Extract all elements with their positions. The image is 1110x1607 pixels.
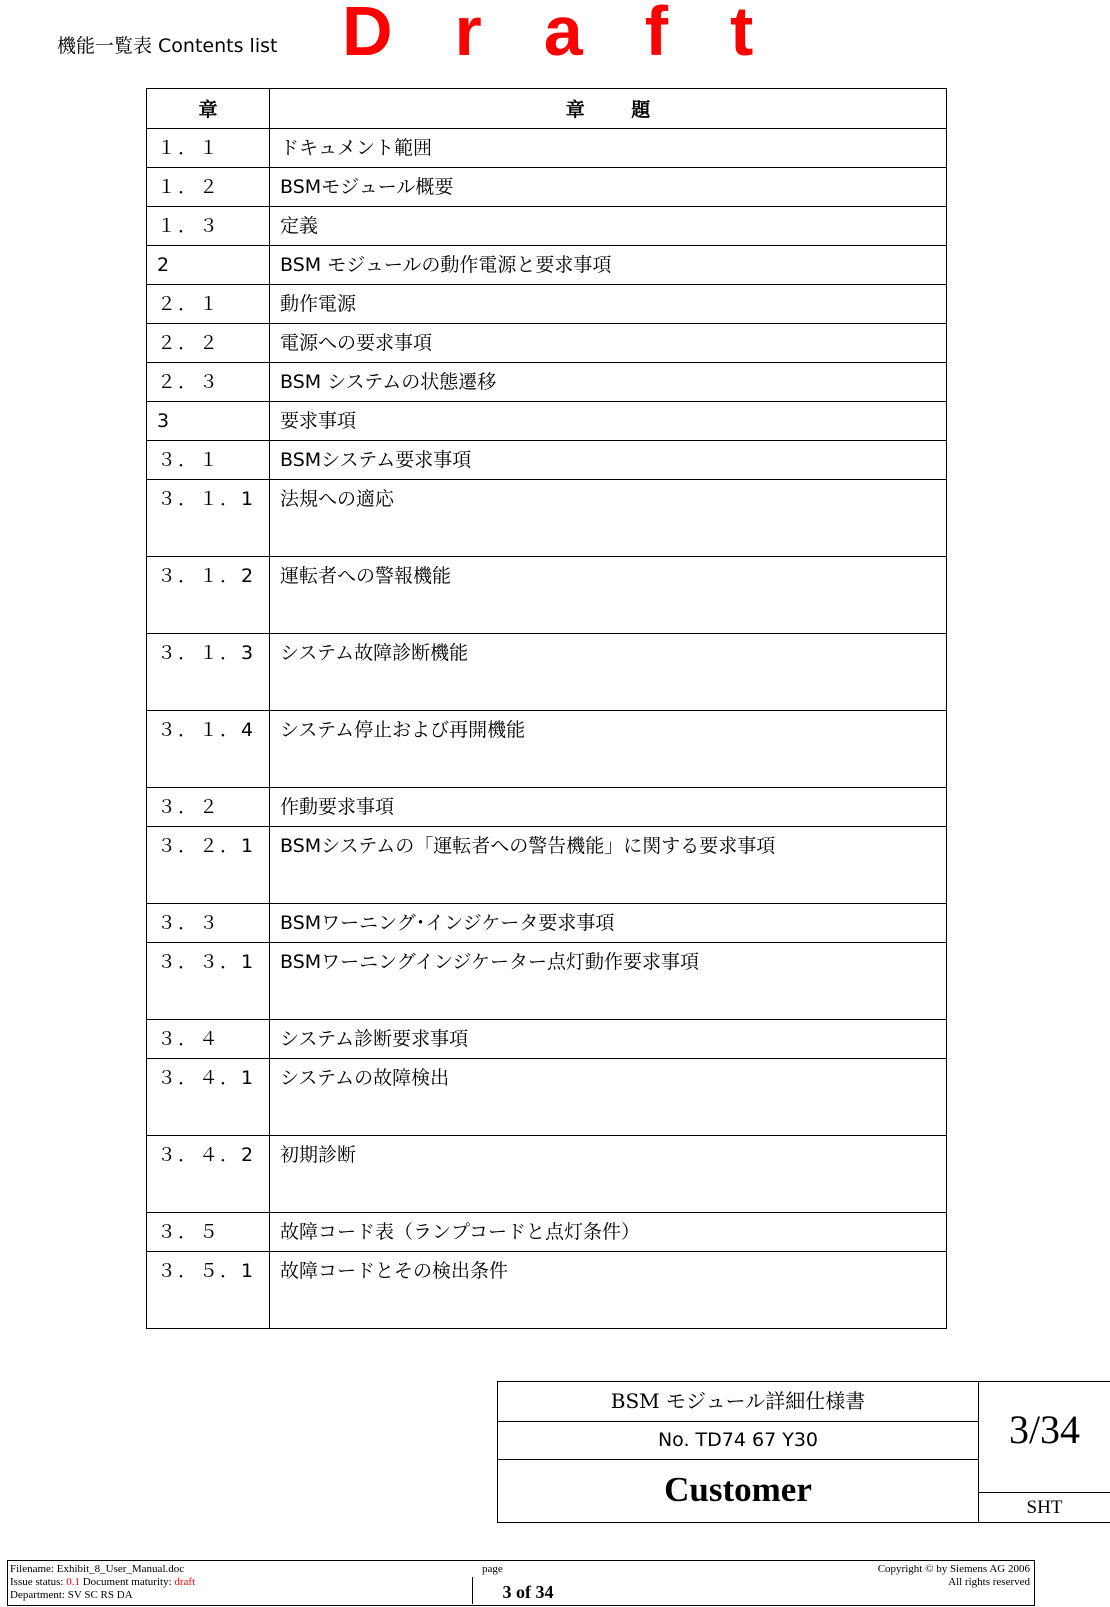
chapter-number: ３．１．4 (147, 711, 270, 788)
chapter-number: ３．１．2 (147, 557, 270, 634)
table-row (147, 557, 947, 634)
chapter-number: ３．３．1 (147, 943, 270, 1020)
issue-status-value: 0.1 (66, 1576, 80, 1588)
chapter-title: BSM モジュールの動作電源と要求事項 (270, 246, 947, 285)
chapter-number: ３．４ (147, 1020, 270, 1059)
chapter-number: ３．４．2 (147, 1136, 270, 1213)
table-row (147, 711, 947, 788)
footer-right (878, 1563, 1030, 1589)
contents-table (146, 88, 947, 1329)
table-row (147, 441, 947, 480)
table-row (147, 129, 947, 168)
column-header-title: 章 題 (270, 89, 947, 129)
sheet-label: SHT (1026, 1497, 1063, 1518)
sheet-page-number: 3/34 (979, 1382, 1110, 1493)
table-row (147, 480, 947, 557)
chapter-title: 定義 (270, 207, 947, 246)
contents-table-body (147, 129, 947, 1329)
footer-left (10, 1563, 195, 1602)
footer-copyright: Copyright © by Siemens AG 2006 (877, 1563, 1030, 1575)
customer-label: Customer (664, 1470, 812, 1509)
maturity-label: Document maturity: (82, 1576, 172, 1588)
chapter-number: １．３ (147, 207, 270, 246)
chapter-title: ドキュメント範囲 (270, 129, 947, 168)
chapter-title: 作動要求事項 (270, 788, 947, 827)
chapter-number: ２．３ (147, 363, 270, 402)
table-row (147, 904, 947, 943)
table-row (147, 788, 947, 827)
draft-watermark: Draft (342, 0, 816, 70)
chapter-title: 要求事項 (270, 402, 947, 441)
title-block-left (498, 1382, 979, 1522)
table-row (147, 246, 947, 285)
footer-issue-status (10, 1576, 195, 1589)
chapter-title: システムの故障検出 (270, 1059, 947, 1136)
chapter-title: 故障コードとその検出条件 (270, 1252, 947, 1329)
chapter-number: ３．１．1 (147, 480, 270, 557)
chapter-number: ３．５．1 (147, 1252, 270, 1329)
table-row (147, 324, 947, 363)
footer-page-label: page (482, 1563, 503, 1575)
table-row (147, 207, 947, 246)
chapter-number: ２．２ (147, 324, 270, 363)
table-row (147, 1059, 947, 1136)
chapter-title: BSMシステムの「運転者への警告機能」に関する要求事項 (270, 827, 947, 904)
footer-page-value: 3 of 34 (472, 1577, 583, 1604)
chapter-title: 電源への要求事項 (270, 324, 947, 363)
chapter-number: 3 (147, 402, 270, 441)
chapter-title: 故障コード表（ランプコードと点灯条件） (270, 1213, 947, 1252)
chapter-number: ３．４．1 (147, 1059, 270, 1136)
chapter-title: システム故障診断機能 (270, 634, 947, 711)
chapter-number: ３．１ (147, 441, 270, 480)
document-title: BSM モジュール詳細仕様書 (498, 1382, 978, 1422)
footer-rights: All rights reserved (948, 1576, 1030, 1588)
chapter-title: BSMワーニングインジケーター点灯動作要求事項 (270, 943, 947, 1020)
chapter-title: 運転者への警報機能 (270, 557, 947, 634)
chapter-title: BSM システムの状態遷移 (270, 363, 947, 402)
table-row (147, 285, 947, 324)
footer-filename: Filename: Exhibit_8_User_Manual.doc (10, 1563, 185, 1575)
table-row (147, 402, 947, 441)
table-row (147, 363, 947, 402)
chapter-number: ２．１ (147, 285, 270, 324)
chapter-title: 動作電源 (270, 285, 947, 324)
footer-department: Department: SV SC RS DA (10, 1589, 133, 1601)
chapter-title: BSMシステム要求事項 (270, 441, 947, 480)
chapter-number: ３．２ (147, 788, 270, 827)
document-number: No. TD74 67 Y30 (498, 1422, 978, 1460)
chapter-number: ３．５ (147, 1213, 270, 1252)
table-row (147, 634, 947, 711)
footer (7, 1560, 1035, 1606)
chapter-number: １．１ (147, 129, 270, 168)
table-row (147, 1020, 947, 1059)
chapter-number: ３．２．1 (147, 827, 270, 904)
chapter-title: 初期診断 (270, 1136, 947, 1213)
table-row (147, 1136, 947, 1213)
column-header-chapter: 章 (147, 89, 270, 129)
table-row (147, 168, 947, 207)
chapter-number: 2 (147, 246, 270, 285)
table-row (147, 943, 947, 1020)
issue-status-label: Issue status: (10, 1576, 64, 1588)
table-row (147, 1252, 947, 1329)
table-row (147, 1213, 947, 1252)
page-title: 機能一覧表 Contents list (57, 35, 278, 57)
chapter-number: １．２ (147, 168, 270, 207)
title-block (497, 1381, 1110, 1523)
chapter-number: ３．３ (147, 904, 270, 943)
table-row (147, 827, 947, 904)
chapter-title: BSMワーニング･インジケータ要求事項 (270, 904, 947, 943)
chapter-number: ３．１．3 (147, 634, 270, 711)
chapter-title: BSMモジュール概要 (270, 168, 947, 207)
chapter-title: システム停止および再開機能 (270, 711, 947, 788)
chapter-title: システム診断要求事項 (270, 1020, 947, 1059)
maturity-value: draft (174, 1576, 196, 1588)
chapter-title: 法規への適応 (270, 480, 947, 557)
